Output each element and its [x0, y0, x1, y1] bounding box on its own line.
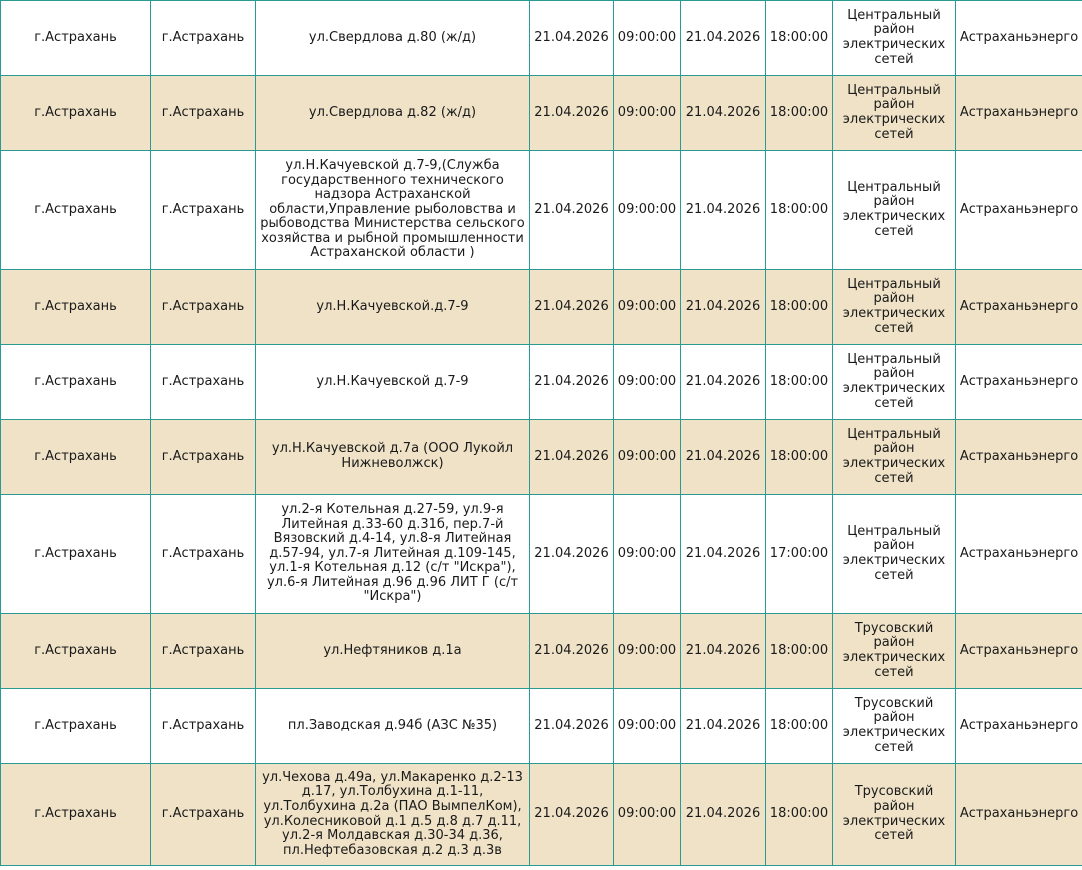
company-cell: Астраханьэнерго	[956, 345, 1082, 420]
address-cell: ул.Чехова д.49а, ул.Макаренко д.2-13 д.17, ул.Толбухина д.1-11, ул.Толбухина д.2а (ПАО ВымпелКом), ул.Колесниковой д.1 д.5 д.8 д.7 д.11, ул.2-я Молдавская д.30-34 д.36, пл.Нефтебазовская д.2 д.3 д.3в	[256, 764, 530, 866]
table-row	[1, 764, 1082, 866]
company-cell: Астраханьэнерго	[956, 270, 1082, 345]
table-row	[1, 614, 1082, 689]
locality-cell: г.Астрахань	[151, 420, 256, 495]
start-time-cell: 09:00:00	[614, 76, 681, 151]
end-time-cell: 18:00:00	[766, 76, 833, 151]
end-date-cell: 21.04.2026	[681, 1, 766, 76]
start-date-cell: 21.04.2026	[530, 1, 614, 76]
address-cell: ул.Н.Качуевской.д.7-9	[256, 270, 530, 345]
start-time-cell: 09:00:00	[614, 764, 681, 866]
company-cell: Астраханьэнерго	[956, 420, 1082, 495]
region-cell: г.Астрахань	[1, 689, 151, 764]
start-time-cell: 09:00:00	[614, 345, 681, 420]
region-cell: г.Астрахань	[1, 151, 151, 270]
district-cell: Трусовский район электрических сетей	[833, 614, 956, 689]
region-cell: г.Астрахань	[1, 345, 151, 420]
table-body	[1, 1, 1082, 866]
start-date-cell: 21.04.2026	[530, 764, 614, 866]
district-cell: Трусовский район электрических сетей	[833, 764, 956, 866]
end-date-cell: 21.04.2026	[681, 614, 766, 689]
table-row	[1, 151, 1082, 270]
region-cell: г.Астрахань	[1, 270, 151, 345]
district-cell: Трусовский район электрических сетей	[833, 689, 956, 764]
start-date-cell: 21.04.2026	[530, 151, 614, 270]
end-date-cell: 21.04.2026	[681, 345, 766, 420]
district-cell: Центральный район электрических сетей	[833, 345, 956, 420]
company-cell: Астраханьэнерго	[956, 76, 1082, 151]
start-time-cell: 09:00:00	[614, 151, 681, 270]
start-date-cell: 21.04.2026	[530, 495, 614, 614]
end-time-cell: 17:00:00	[766, 495, 833, 614]
locality-cell: г.Астрахань	[151, 764, 256, 866]
address-cell: пл.Заводская д.94б (АЗС №35)	[256, 689, 530, 764]
end-date-cell: 21.04.2026	[681, 420, 766, 495]
district-cell: Центральный район электрических сетей	[833, 151, 956, 270]
end-date-cell: 21.04.2026	[681, 689, 766, 764]
start-date-cell: 21.04.2026	[530, 76, 614, 151]
table-row	[1, 270, 1082, 345]
start-time-cell: 09:00:00	[614, 495, 681, 614]
address-cell: ул.Н.Качуевской д.7а (ООО Лукойл Нижневолжск)	[256, 420, 530, 495]
start-time-cell: 09:00:00	[614, 420, 681, 495]
district-cell: Центральный район электрических сетей	[833, 420, 956, 495]
start-time-cell: 09:00:00	[614, 270, 681, 345]
locality-cell: г.Астрахань	[151, 76, 256, 151]
end-time-cell: 18:00:00	[766, 1, 833, 76]
end-time-cell: 18:00:00	[766, 345, 833, 420]
table-row	[1, 495, 1082, 614]
start-time-cell: 09:00:00	[614, 1, 681, 76]
end-time-cell: 18:00:00	[766, 614, 833, 689]
address-cell: ул.Свердлова д.80 (ж/д)	[256, 1, 530, 76]
locality-cell: г.Астрахань	[151, 689, 256, 764]
region-cell: г.Астрахань	[1, 76, 151, 151]
start-date-cell: 21.04.2026	[530, 420, 614, 495]
table-row	[1, 345, 1082, 420]
start-date-cell: 21.04.2026	[530, 270, 614, 345]
end-date-cell: 21.04.2026	[681, 764, 766, 866]
region-cell: г.Астрахань	[1, 764, 151, 866]
table-row	[1, 76, 1082, 151]
address-cell: ул.Н.Качуевской д.7-9	[256, 345, 530, 420]
end-time-cell: 18:00:00	[766, 270, 833, 345]
end-time-cell: 18:00:00	[766, 764, 833, 866]
company-cell: Астраханьэнерго	[956, 689, 1082, 764]
region-cell: г.Астрахань	[1, 495, 151, 614]
table-row	[1, 1, 1082, 76]
locality-cell: г.Астрахань	[151, 345, 256, 420]
end-date-cell: 21.04.2026	[681, 151, 766, 270]
address-cell: ул.2-я Котельная д.27-59, ул.9-я Литейная д.33-60 д.31б, пер.7-й Вязовский д.4-14, ул.8-я Литейная д.57-94, ул.7-я Литейная д.109-145, ул.1-я Котельная д.12 (с/т "Искра"), ул.6-я Литейная д.96 д.96 ЛИТ Г (с/т "Искра")	[256, 495, 530, 614]
end-date-cell: 21.04.2026	[681, 495, 766, 614]
start-date-cell: 21.04.2026	[530, 689, 614, 764]
company-cell: Астраханьэнерго	[956, 614, 1082, 689]
end-date-cell: 21.04.2026	[681, 76, 766, 151]
end-time-cell: 18:00:00	[766, 689, 833, 764]
address-cell: ул.Свердлова д.82 (ж/д)	[256, 76, 530, 151]
district-cell: Центральный район электрических сетей	[833, 76, 956, 151]
start-time-cell: 09:00:00	[614, 689, 681, 764]
start-date-cell: 21.04.2026	[530, 345, 614, 420]
company-cell: Астраханьэнерго	[956, 764, 1082, 866]
company-cell: Астраханьэнерго	[956, 1, 1082, 76]
locality-cell: г.Астрахань	[151, 270, 256, 345]
end-time-cell: 18:00:00	[766, 151, 833, 270]
locality-cell: г.Астрахань	[151, 614, 256, 689]
end-time-cell: 18:00:00	[766, 420, 833, 495]
company-cell: Астраханьэнерго	[956, 151, 1082, 270]
region-cell: г.Астрахань	[1, 614, 151, 689]
end-date-cell: 21.04.2026	[681, 270, 766, 345]
region-cell: г.Астрахань	[1, 1, 151, 76]
district-cell: Центральный район электрических сетей	[833, 1, 956, 76]
district-cell: Центральный район электрических сетей	[833, 270, 956, 345]
locality-cell: г.Астрахань	[151, 495, 256, 614]
start-time-cell: 09:00:00	[614, 614, 681, 689]
locality-cell: г.Астрахань	[151, 151, 256, 270]
table-row	[1, 420, 1082, 495]
company-cell: Астраханьэнерго	[956, 495, 1082, 614]
address-cell: ул.Нефтяников д.1а	[256, 614, 530, 689]
district-cell: Центральный район электрических сетей	[833, 495, 956, 614]
locality-cell: г.Астрахань	[151, 1, 256, 76]
address-cell: ул.Н.Качуевской д.7-9,(Служба государственного технического надзора Астраханской области,Управление рыболовства и рыбоводства Министерства сельского хозяйства и рыбной промышленности Астраханской области )	[256, 151, 530, 270]
table-row	[1, 689, 1082, 764]
region-cell: г.Астрахань	[1, 420, 151, 495]
start-date-cell: 21.04.2026	[530, 614, 614, 689]
